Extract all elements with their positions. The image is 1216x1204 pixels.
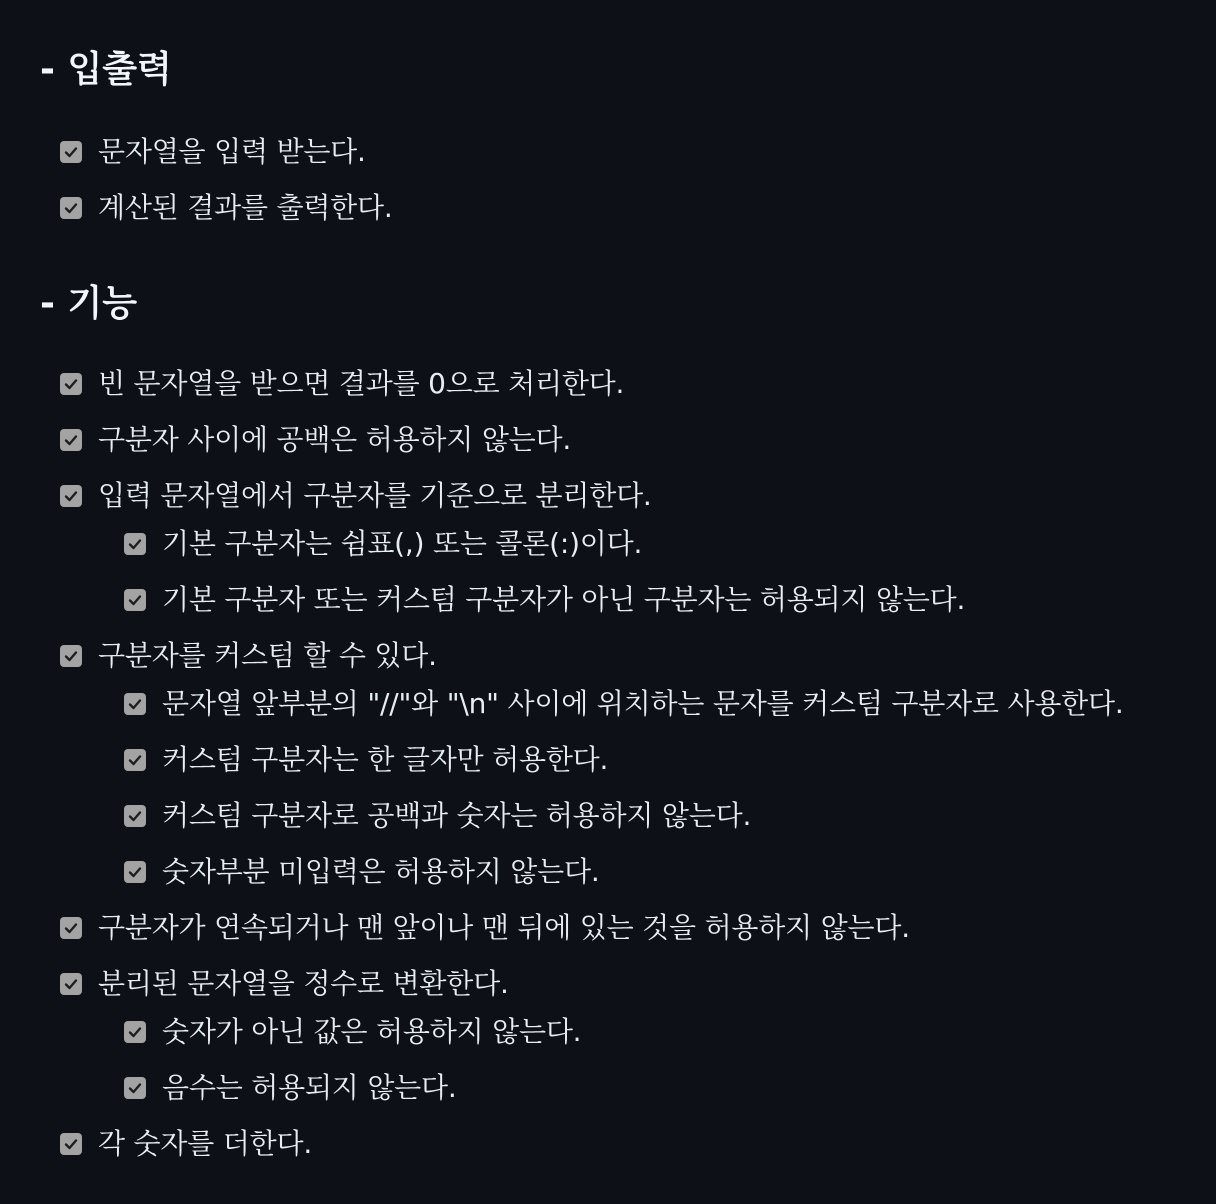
task-item [60, 1124, 312, 1164]
check-icon [63, 1136, 79, 1152]
task-label: 입력 문자열에서 구분자를 기준으로 분리한다. [98, 479, 652, 512]
task-checkbox[interactable] [60, 1133, 82, 1155]
section-heading-io: - 입출력 [40, 49, 172, 90]
task-label: 각 숫자를 더한다. [98, 1127, 313, 1160]
task-label: 분리된 문자열을 정수로 변환한다. [98, 967, 509, 1000]
task-label: 구분자가 연속되거나 맨 앞이나 맨 뒤에 있는 것을 허용하지 않는다. [98, 911, 910, 944]
check-icon [63, 648, 79, 664]
task-checkbox[interactable] [60, 429, 82, 451]
section-heading-features: - 기능 [40, 283, 138, 324]
check-icon [63, 144, 79, 160]
task-checkbox[interactable] [60, 917, 82, 939]
task-checkbox[interactable] [124, 693, 146, 715]
task-label: 커스텀 구분자는 한 글자만 허용한다. [162, 743, 609, 776]
subtask-item [124, 580, 965, 620]
check-icon [63, 200, 79, 216]
check-icon [127, 1080, 143, 1096]
check-icon [127, 536, 143, 552]
task-label: 구분자 사이에 공백은 허용하지 않는다. [98, 423, 572, 456]
subtask-item [124, 1012, 581, 1052]
task-label: 기본 구분자 또는 커스텀 구분자가 아닌 구분자는 허용되지 않는다. [162, 583, 966, 616]
task-item [60, 364, 624, 404]
task-item [60, 908, 910, 948]
task-item [60, 476, 652, 516]
check-icon [127, 864, 143, 880]
task-checkbox[interactable] [60, 197, 82, 219]
task-checkbox[interactable] [124, 589, 146, 611]
task-checkbox[interactable] [124, 861, 146, 883]
subtask-item [124, 796, 751, 836]
task-label: 계산된 결과를 출력한다. [98, 191, 393, 224]
subtask-item [124, 684, 1124, 724]
subtask-item [124, 1068, 457, 1108]
task-item [60, 420, 571, 460]
task-label: 기본 구분자는 쉼표(,) 또는 콜론(:)이다. [162, 527, 643, 560]
task-item [60, 636, 437, 676]
task-label: 문자열을 입력 받는다. [98, 135, 366, 168]
task-label: 숫자가 아닌 값은 허용하지 않는다. [162, 1015, 582, 1048]
task-checkbox[interactable] [60, 141, 82, 163]
check-icon [63, 976, 79, 992]
check-icon [127, 592, 143, 608]
task-checkbox[interactable] [124, 1021, 146, 1043]
subtask-item [124, 524, 642, 564]
task-checkbox[interactable] [60, 485, 82, 507]
check-icon [127, 752, 143, 768]
task-item [60, 188, 393, 228]
task-label: 빈 문자열을 받으면 결과를 0으로 처리한다. [98, 367, 625, 400]
task-label: 커스텀 구분자로 공백과 숫자는 허용하지 않는다. [162, 799, 752, 832]
check-icon [63, 376, 79, 392]
task-checkbox[interactable] [124, 1077, 146, 1099]
task-label: 구분자를 커스텀 할 수 있다. [98, 639, 437, 672]
task-checkbox[interactable] [60, 373, 82, 395]
task-item [60, 964, 509, 1004]
subtask-item [124, 740, 608, 780]
check-icon [127, 696, 143, 712]
task-label: 문자열 앞부분의 "//"와 "\n" 사이에 위치하는 문자를 커스텀 구분자로 사용한다. [162, 687, 1124, 720]
check-icon [63, 432, 79, 448]
task-checkbox[interactable] [60, 645, 82, 667]
check-icon [63, 488, 79, 504]
check-icon [63, 920, 79, 936]
task-label: 숫자부분 미입력은 허용하지 않는다. [162, 855, 600, 888]
check-icon [127, 808, 143, 824]
task-checkbox[interactable] [124, 805, 146, 827]
task-checkbox[interactable] [124, 533, 146, 555]
check-icon [127, 1024, 143, 1040]
task-checkbox[interactable] [60, 973, 82, 995]
subtask-item [124, 852, 600, 892]
task-item [60, 132, 366, 172]
task-checkbox[interactable] [124, 749, 146, 771]
task-label: 음수는 허용되지 않는다. [162, 1071, 457, 1104]
